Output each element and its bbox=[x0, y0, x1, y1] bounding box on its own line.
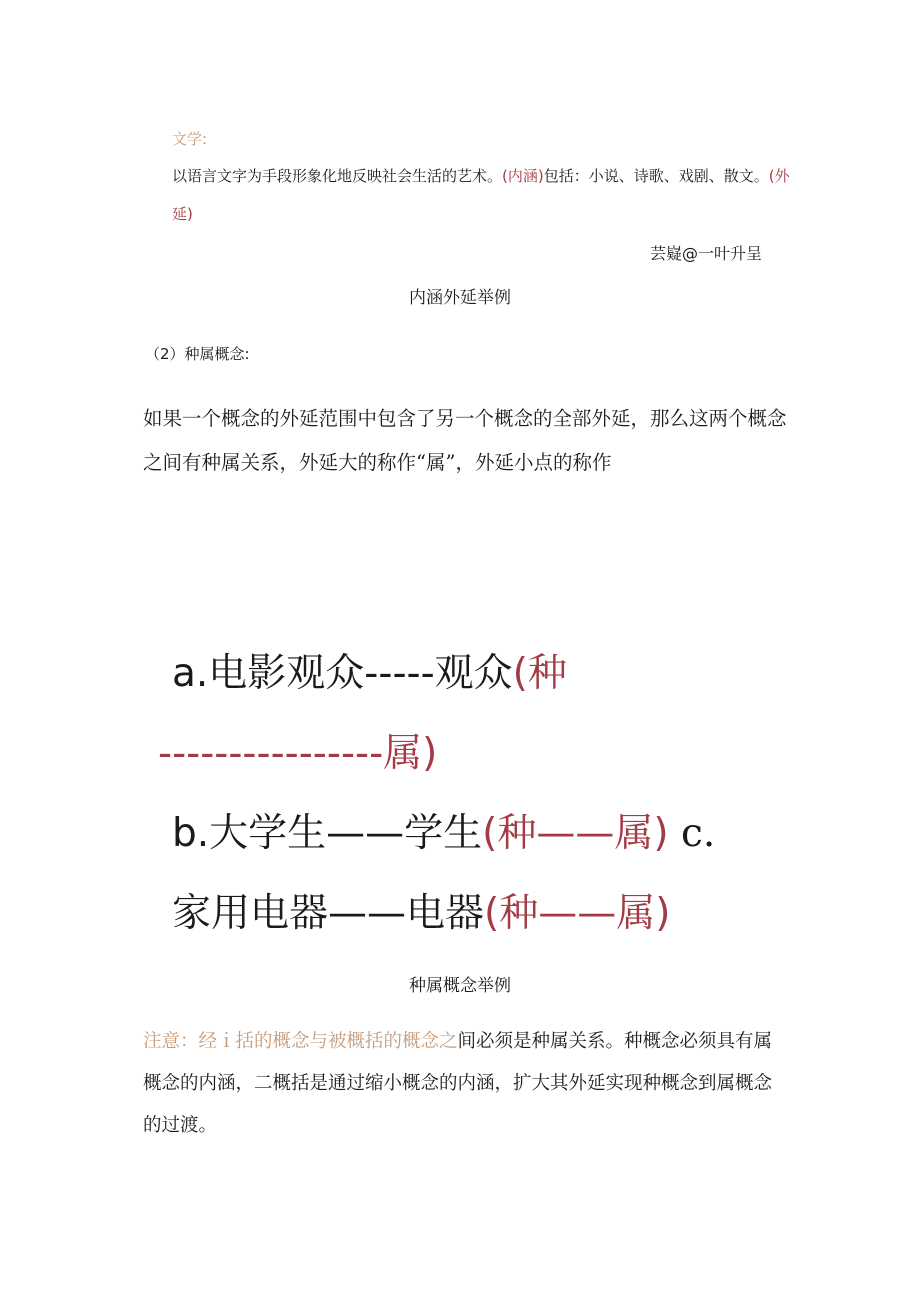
example-a-continued bbox=[158, 722, 437, 778]
example-a-tag-start: (种 bbox=[512, 651, 567, 696]
watermark: 芸嶷@一叶升呈 bbox=[650, 244, 763, 263]
extension-tag-end: 延) bbox=[172, 205, 193, 223]
example-c-tag: (种——属) bbox=[484, 891, 671, 936]
extension-tag-start: (外 bbox=[768, 167, 790, 185]
intension-tag: (内涵) bbox=[502, 167, 544, 185]
note-line-1 bbox=[143, 1027, 772, 1053]
example-a-main: a.电影观众-----观众 bbox=[172, 651, 513, 696]
definition-line bbox=[172, 165, 790, 186]
note-line-3: 的过渡。 bbox=[143, 1115, 218, 1136]
subheading: （2）种属概念: bbox=[145, 345, 250, 363]
example-c-main: 家用电器——电器 bbox=[172, 891, 485, 936]
paragraph-line-1: 如果一个概念的外延范围中包含了另一个概念的全部外延，那么这两个概念 bbox=[143, 407, 787, 430]
caption-genus-species: 种属概念举例 bbox=[409, 976, 511, 996]
example-b bbox=[172, 802, 715, 858]
term-label: 文学: bbox=[172, 130, 208, 148]
note-lead: 注意：经ｉ括的概念与被概括的概念之 bbox=[143, 1031, 458, 1052]
caption-intension-extension: 内涵外延举例 bbox=[409, 288, 511, 308]
example-a bbox=[172, 642, 567, 698]
paragraph-line-2: 之间有种属关系，外延大的称作“属”，外延小点的称作 bbox=[143, 451, 612, 474]
note-line-2: 概念的内涵，二概括是通过缩小概念的内涵，扩大其外延实现种概念到属概念 bbox=[143, 1073, 773, 1094]
example-a-tag-end: ----------------属) bbox=[158, 731, 438, 776]
example-b-tag: (种——属) bbox=[482, 811, 669, 856]
note-rest: 间必须是种属关系。种概念必须具有属 bbox=[457, 1031, 773, 1052]
example-b-main: b.大学生——学生 bbox=[172, 811, 483, 856]
includes-text: 包括：小说、诗歌、戏剧、散文。 bbox=[543, 167, 769, 185]
example-c-prefix: c. bbox=[681, 811, 716, 856]
definition-text: 以语言文字为手段形象化地反映社会生活的艺术。 bbox=[172, 167, 503, 185]
example-c bbox=[172, 882, 670, 938]
